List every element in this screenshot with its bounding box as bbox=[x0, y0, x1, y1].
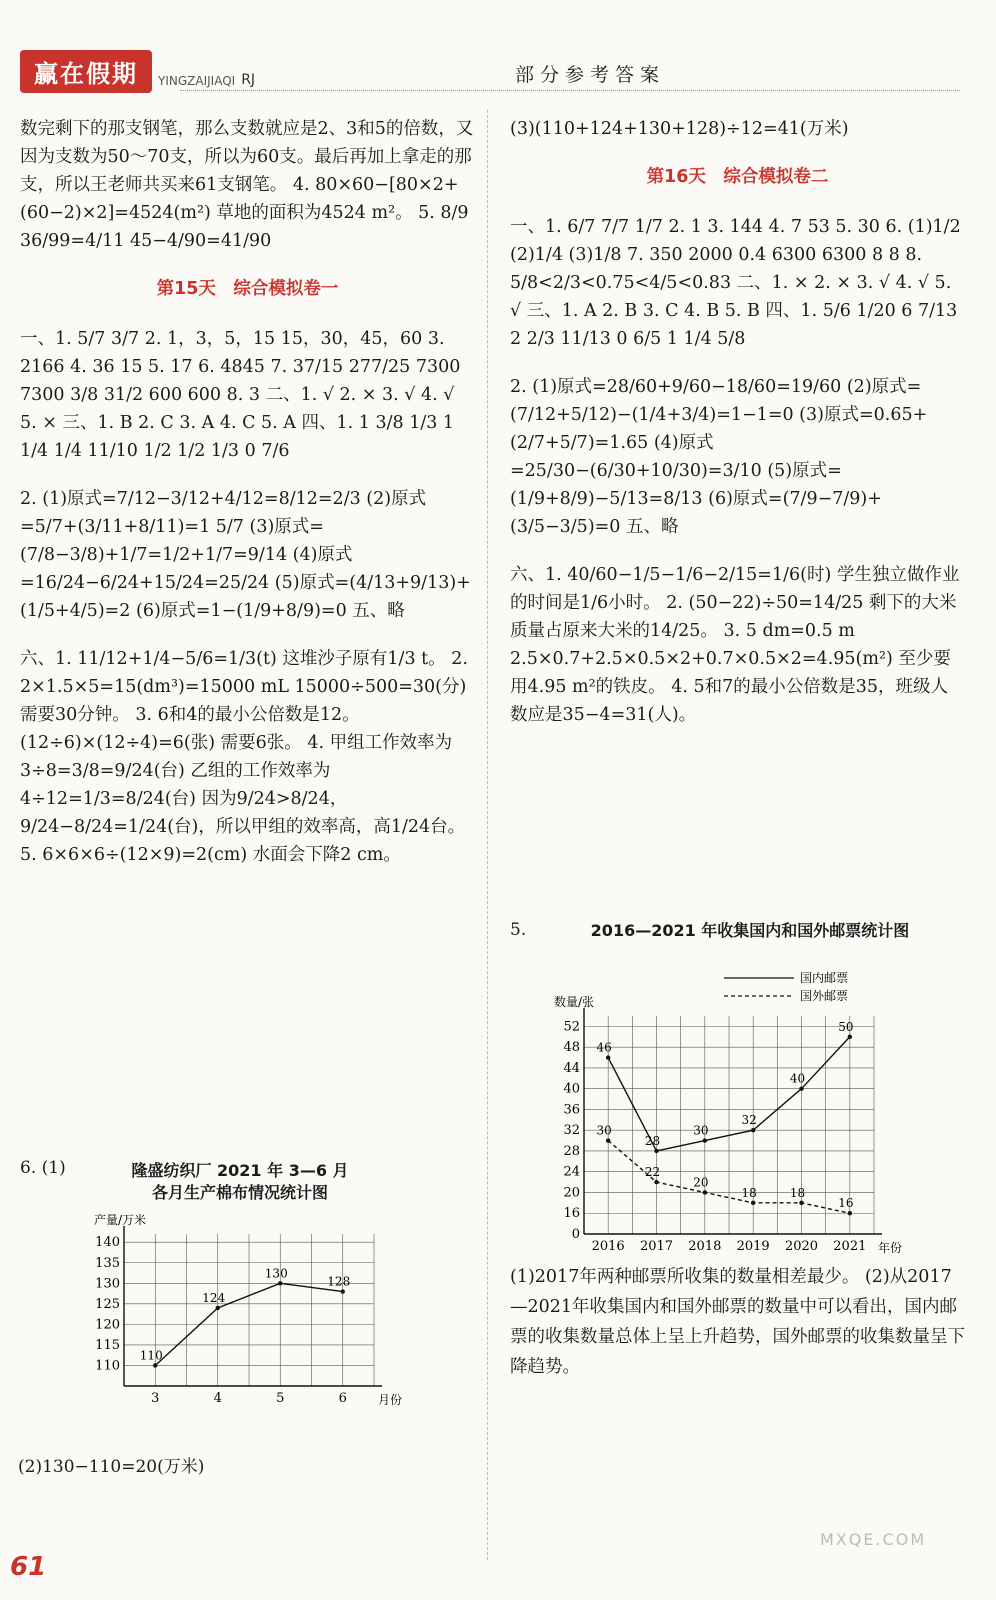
header-divider bbox=[180, 90, 960, 91]
data-label: 130 bbox=[264, 1266, 288, 1281]
x-tick-label: 2016 bbox=[591, 1239, 625, 1254]
page-header bbox=[0, 0, 996, 100]
answer-paragraph-5: (3)(110+124+130+128)÷12=41(万米) bbox=[510, 119, 849, 139]
data-point bbox=[751, 1201, 755, 1205]
y-tick-label: 36 bbox=[563, 1102, 580, 1118]
answer-paragraph-7: 2. (1)原式=28/60+9/60−18/60=19/60 (2)原式=(7/12+5/12)−(1/4+3/4)=1−1=0 (3)原式=0.65+(2/7+5/7)=1.65 (4)原式=25/30−(6/30+10/30)=3/10 (5)原式=(1/9+8/9)−5/13=8/13 (6)原式=(7/9−7/9)+(3/5−3/5)=0 五、略 bbox=[510, 377, 928, 537]
data-point bbox=[654, 1180, 658, 1184]
x-tick-label: 2019 bbox=[736, 1239, 770, 1254]
question-5-label: 5. bbox=[510, 920, 527, 940]
data-point bbox=[751, 1128, 755, 1132]
column-divider bbox=[487, 110, 488, 1560]
stamp-chart-title: 2016—2021 年收集国内和国外邮票统计图 bbox=[590, 921, 910, 940]
y-tick-label: 16 bbox=[563, 1206, 580, 1222]
data-label: 18 bbox=[789, 1185, 806, 1200]
y-tick-label: 48 bbox=[563, 1040, 580, 1056]
cotton-chart-title: 隆盛纺织厂 2021 年 3—6 月 bbox=[131, 1161, 349, 1180]
y-tick-label: 44 bbox=[563, 1060, 580, 1076]
stamp-chart bbox=[540, 920, 960, 1271]
cotton-chart-subtitle: 各月生产棉布情况统计图 bbox=[151, 1183, 328, 1202]
x-tick-label: 2018 bbox=[688, 1239, 722, 1254]
answer-paragraph-3: 2. (1)原式=7/12−3/12+4/12=8/12=2/3 (2)原式=5/7+(3/11+8/11)=1 5/7 (3)原式=(7/8−3/8)+1/7=1/2+1/7=9/14 (4)原式=16/24−6/24+15/24=25/24 (5)原式=(4/13+9/13)+(1/5+4/5)=2 (6)原式=1−(1/9+8/9)=0 五、略 bbox=[20, 489, 471, 621]
x-axis-label: 月份 bbox=[378, 1393, 403, 1407]
answer-paragraph-1: 数完剩下的那支钢笔，那么支数就应是2、3和5的倍数，又因为支数为50～70支，所以为60支。最后再加上拿走的那支，所以王老师共买来61支钢笔。 4. 80×60−[80×2+(60−2)×2]=4524(m²) 草地的面积为4524 m²。 5. 8/9 36/99=4/11 45−4/90=41/90 bbox=[20, 119, 474, 251]
stamp-chart-svg bbox=[540, 942, 960, 1267]
answer-paragraph-6: 一、1. 6/7 7/7 1/7 2. 1 3. 144 4. 7 53 5. 30 6. (1)1/2 (2)1/4 (3)1/8 7. 350 2000 0.4 6300 6300 8 8 8. 5/8<2/3<0.75<4/5<0.83 二、1. × 2. × 3. √ 4. √ 5. √ 三、1. A 2. B 3. C 4. B 5. B 四、1. 5/6 1/20 6 7/13 2 2/3 11/13 0 6/5 1 1/4 5/8 bbox=[510, 217, 961, 349]
data-label: 46 bbox=[596, 1040, 612, 1055]
legend-label: 国外邮票 bbox=[800, 989, 849, 1003]
section-heading-day16: 第16天 综合模拟卷二 bbox=[646, 167, 829, 187]
watermark: MXQE.COM bbox=[820, 1530, 927, 1549]
footer-answer: (2)130−110=20(万米) bbox=[18, 1457, 205, 1477]
data-label: 30 bbox=[596, 1123, 612, 1138]
data-label: 40 bbox=[789, 1071, 806, 1086]
cotton-chart-svg bbox=[90, 1204, 403, 1419]
y-tick-label: 52 bbox=[563, 1019, 580, 1035]
data-point bbox=[153, 1363, 157, 1367]
data-label: 128 bbox=[327, 1274, 351, 1289]
answer-paragraph-2: 一、1. 5/7 3/7 2. 1，3，5，15 15，30，45，60 3. 2166 4. 36 15 5. 17 6. 4845 7. 37/15 277/25 7300 7300 3/8 31/2 600 600 8. 3 二、1. √ 2. × 3. √ 4. √ 5. × 三、1. B 2. C 3. A 4. C 5. A 四、1. 1 3/8 1/3 1 1/4 1/4 11/10 1/2 1/2 1/3 0 7/6 bbox=[20, 329, 461, 461]
data-label: 124 bbox=[202, 1290, 226, 1305]
x-axis-label: 年份 bbox=[878, 1241, 903, 1255]
data-point bbox=[703, 1190, 707, 1194]
data-point bbox=[848, 1211, 852, 1215]
data-label: 30 bbox=[693, 1123, 709, 1138]
y-tick-label: 140 bbox=[95, 1235, 120, 1251]
x-tick-label: 2020 bbox=[784, 1239, 819, 1254]
y-tick-label: 28 bbox=[563, 1143, 580, 1159]
data-point bbox=[848, 1035, 852, 1039]
x-tick-label: 4 bbox=[213, 1391, 222, 1406]
y-tick-label: 125 bbox=[95, 1296, 120, 1312]
data-point bbox=[799, 1086, 803, 1090]
page-number: 61 bbox=[10, 1552, 47, 1582]
data-label: 110 bbox=[139, 1348, 163, 1363]
data-label: 18 bbox=[741, 1185, 757, 1200]
legend-label: 国内邮票 bbox=[800, 971, 849, 985]
data-point bbox=[606, 1055, 610, 1059]
y-tick-label: 130 bbox=[95, 1276, 120, 1292]
data-label: 22 bbox=[644, 1165, 661, 1180]
question-6-label: 6. (1) bbox=[20, 1158, 66, 1178]
data-point bbox=[606, 1138, 610, 1142]
x-tick-label: 6 bbox=[338, 1391, 347, 1406]
brand-logo bbox=[20, 50, 255, 92]
section-heading-day15: 第15天 综合模拟卷一 bbox=[156, 279, 339, 299]
answer-paragraph-4: 六、1. 11/12+1/4−5/6=1/3(t) 这堆沙子原有1/3 t。 2. 2×1.5×5=15(dm³)=15000 mL 15000÷500=30(分) 需要30分钟。 3. 6和4的最小公倍数是12。(12÷6)×(12÷4)=6(张) 需要6张。 4. 甲组工作效率为3÷8=3/8=9/24(台) 乙组的工作效率为4÷12=1/3=8/24(台) 因为9/24>8/24，9/24−8/24=1/24(台)，所以甲组的效率高，高1/24台。 5. 6×6×6÷(12×9)=2(cm) 水面会下降2 cm。 bbox=[20, 649, 468, 865]
y-tick-label: 120 bbox=[95, 1317, 120, 1333]
edition-label: RJ bbox=[241, 72, 256, 88]
data-point bbox=[799, 1201, 803, 1205]
cotton-chart bbox=[90, 1160, 403, 1423]
data-label: 50 bbox=[838, 1019, 854, 1034]
data-label: 28 bbox=[644, 1133, 661, 1148]
left-column bbox=[20, 115, 475, 889]
page-title: 部分参考答案 bbox=[515, 64, 666, 86]
answer-paragraph-9: (1)2017年两种邮票所收集的数量相差最少。 (2)从2017—2021年收集国内和国外邮票的数量中可以看出，国内邮票的收集数量总体上呈上升趋势，国外邮票的收集数量呈下降趋势。 bbox=[510, 1267, 965, 1377]
brand-subtitle: YINGZAIJIAQI bbox=[158, 74, 236, 88]
y-tick-label: 20 bbox=[563, 1185, 580, 1201]
x-tick-label: 2021 bbox=[833, 1239, 867, 1254]
y-tick-label: 135 bbox=[95, 1255, 120, 1271]
y-axis-label: 数量/张 bbox=[554, 995, 595, 1009]
data-point bbox=[341, 1289, 345, 1293]
y-tick-label: 110 bbox=[95, 1358, 120, 1374]
y-tick-label: 24 bbox=[563, 1164, 580, 1180]
y-axis-label: 产量/万米 bbox=[94, 1213, 147, 1227]
data-point bbox=[216, 1306, 220, 1310]
y-tick-label: 115 bbox=[95, 1337, 120, 1353]
x-tick-label: 3 bbox=[151, 1391, 160, 1406]
data-label: 20 bbox=[693, 1175, 709, 1190]
data-label: 16 bbox=[838, 1196, 854, 1211]
y-tick-label: 0 bbox=[571, 1227, 580, 1242]
answer-paragraph-8: 六、1. 40/60−1/5−1/6−2/15=1/6(时) 学生独立做作业的时间是1/6小时。 2. (50−22)÷50=14/25 剩下的大米质量占原来大米的14/25。 3. 5 dm=0.5 m 2.5×0.7+2.5×0.5×2+0.7×0.5×2=4.95(m²) 至少要用4.95 m²的铁皮。 4. 5和7的最小公倍数是35，班级人数应是35−4=31(人)。 bbox=[510, 565, 960, 725]
x-tick-label: 2017 bbox=[639, 1239, 674, 1254]
data-point bbox=[654, 1149, 658, 1153]
x-tick-label: 5 bbox=[276, 1391, 285, 1406]
y-tick-label: 32 bbox=[563, 1123, 580, 1139]
data-point bbox=[278, 1281, 282, 1285]
right-column bbox=[510, 115, 965, 749]
data-label: 32 bbox=[741, 1113, 757, 1128]
data-point bbox=[703, 1138, 707, 1142]
brand-name: 赢在假期 bbox=[20, 50, 152, 93]
y-tick-label: 40 bbox=[563, 1081, 580, 1097]
